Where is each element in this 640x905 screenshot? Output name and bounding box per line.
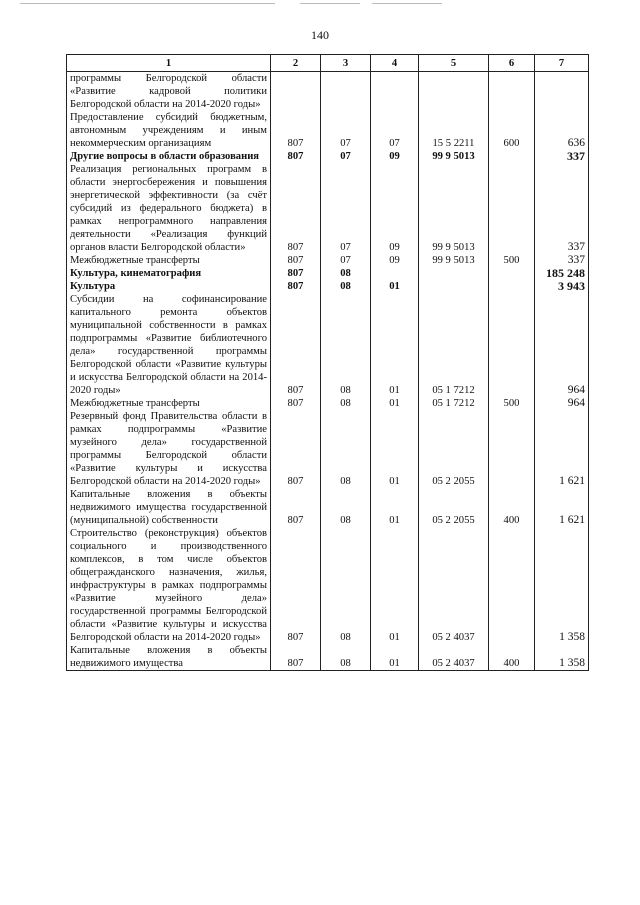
row-name-cell: программы Белгородской области «Развитие кадровой политики Белгородской области на 2014-2020 годы» (67, 72, 271, 112)
code-cell (489, 163, 535, 254)
code-cell (419, 280, 489, 293)
row-name-cell: Капитальные вложения в объекты недвижимого имущества (67, 644, 271, 671)
table-row (67, 644, 589, 671)
column-header: 4 (371, 55, 419, 72)
code-cell: 807 (271, 280, 321, 293)
amount-cell: 964 (535, 293, 589, 397)
amount-cell: 964 (535, 397, 589, 410)
code-cell: 07 (321, 254, 371, 267)
code-cell: 99 9 5013 (419, 254, 489, 267)
page-number: 140 (311, 28, 329, 42)
code-cell: 05 2 4037 (419, 644, 489, 671)
code-cell: 15 5 2211 (419, 111, 489, 150)
table-row (67, 72, 589, 112)
code-cell (489, 527, 535, 644)
scan-edge-line (300, 3, 360, 4)
amount-cell: 1 358 (535, 527, 589, 644)
code-cell (489, 293, 535, 397)
row-name-cell: Межбюджетные трансферты (67, 397, 271, 410)
code-cell (489, 267, 535, 280)
code-cell (371, 72, 419, 112)
row-name-cell: Другие вопросы в области образования (67, 150, 271, 163)
amount-cell: 1 358 (535, 644, 589, 671)
code-cell: 09 (371, 163, 419, 254)
code-cell (489, 72, 535, 112)
table-row (67, 267, 589, 280)
table-row (67, 397, 589, 410)
table-row (67, 254, 589, 267)
code-cell (419, 267, 489, 280)
code-cell (489, 280, 535, 293)
code-cell: 01 (371, 410, 419, 488)
budget-table (66, 54, 589, 671)
table-row (67, 280, 589, 293)
code-cell: 807 (271, 267, 321, 280)
amount-cell: 185 248 (535, 267, 589, 280)
code-cell: 07 (321, 111, 371, 150)
code-cell: 807 (271, 254, 321, 267)
code-cell: 01 (371, 488, 419, 527)
code-cell: 08 (321, 644, 371, 671)
amount-cell: 636 (535, 111, 589, 150)
code-cell: 01 (371, 397, 419, 410)
code-cell: 807 (271, 111, 321, 150)
code-cell: 600 (489, 111, 535, 150)
column-header: 6 (489, 55, 535, 72)
amount-cell: 1 621 (535, 488, 589, 527)
code-cell: 807 (271, 397, 321, 410)
code-cell (419, 72, 489, 112)
code-cell: 807 (271, 163, 321, 254)
column-header: 5 (419, 55, 489, 72)
code-cell (489, 410, 535, 488)
row-name-cell: Межбюджетные трансферты (67, 254, 271, 267)
code-cell: 07 (321, 163, 371, 254)
scan-edge-line (372, 3, 442, 4)
code-cell: 09 (371, 150, 419, 163)
code-cell: 99 9 5013 (419, 150, 489, 163)
table-row (67, 488, 589, 527)
code-cell (321, 72, 371, 112)
amount-cell: 1 621 (535, 410, 589, 488)
code-cell: 07 (321, 150, 371, 163)
amount-cell: 337 (535, 163, 589, 254)
row-name-cell: Культура (67, 280, 271, 293)
code-cell: 500 (489, 254, 535, 267)
code-cell: 05 2 2055 (419, 488, 489, 527)
code-cell: 08 (321, 397, 371, 410)
code-cell: 08 (321, 293, 371, 397)
code-cell: 807 (271, 488, 321, 527)
code-cell: 01 (371, 644, 419, 671)
code-cell: 99 9 5013 (419, 163, 489, 254)
code-cell: 807 (271, 644, 321, 671)
code-cell: 08 (321, 410, 371, 488)
table-row (67, 163, 589, 254)
code-cell: 01 (371, 527, 419, 644)
code-cell: 500 (489, 397, 535, 410)
code-cell: 05 1 7212 (419, 397, 489, 410)
row-name-cell: Культура, кинематография (67, 267, 271, 280)
code-cell: 01 (371, 293, 419, 397)
code-cell: 05 2 2055 (419, 410, 489, 488)
code-cell: 807 (271, 150, 321, 163)
row-name-cell: Строительство (реконструкция) объектов социального и производственного комплексов, в том числе объектов общегражданского назначения, жилья, инфраструктуры в рамках подпрограммы «Развитие музейного дела» государственной программы Белгородской области «Развитие культуры и искусства Белгородской области на 2014-2020 годы» (67, 527, 271, 644)
table-row (67, 410, 589, 488)
amount-cell: 337 (535, 254, 589, 267)
column-header: 1 (67, 55, 271, 72)
column-header: 7 (535, 55, 589, 72)
code-cell: 807 (271, 293, 321, 397)
code-cell: 09 (371, 254, 419, 267)
code-cell: 01 (371, 280, 419, 293)
table-row (67, 293, 589, 397)
scan-edge-line (20, 3, 275, 4)
column-header: 2 (271, 55, 321, 72)
code-cell: 807 (271, 410, 321, 488)
code-cell: 08 (321, 488, 371, 527)
code-cell (271, 72, 321, 112)
code-cell: 05 1 7212 (419, 293, 489, 397)
amount-cell: 3 943 (535, 280, 589, 293)
code-cell: 400 (489, 488, 535, 527)
code-cell (489, 150, 535, 163)
column-header: 3 (321, 55, 371, 72)
code-cell: 08 (321, 527, 371, 644)
table-row (67, 527, 589, 644)
code-cell: 400 (489, 644, 535, 671)
table-header-row (67, 55, 589, 72)
code-cell (371, 267, 419, 280)
code-cell: 807 (271, 527, 321, 644)
row-name-cell: Реализация региональных программ в области энергосбережения и повышения энергетической эффективности (за счёт субсидий из федерального бюджета) в рамках непрограммного направления деятельности «Реализация функций органов власти Белгородской области» (67, 163, 271, 254)
amount-cell: 337 (535, 150, 589, 163)
table-row (67, 150, 589, 163)
code-cell: 08 (321, 280, 371, 293)
row-name-cell: Субсидии на софинансирование капитального ремонта объектов муниципальной собственности в рамках подпрограммы «Развитие библиотечного дела» государственной программы Белгородской области «Развитие культуры и искусства Белгородской области на 2014-2020 годы» (67, 293, 271, 397)
row-name-cell: Предоставление субсидий бюджетным, автономным учреждениям и иным некоммерческим организациям (67, 111, 271, 150)
row-name-cell: Резервный фонд Правительства области в рамках подпрограммы «Развитие музейного дела» государственной программы Белгородской области «Развитие культуры и искусства Белгородской области на 2014-2020 годы» (67, 410, 271, 488)
table-row (67, 111, 589, 150)
code-cell: 08 (321, 267, 371, 280)
code-cell: 07 (371, 111, 419, 150)
amount-cell (535, 72, 589, 112)
code-cell: 05 2 4037 (419, 527, 489, 644)
row-name-cell: Капитальные вложения в объекты недвижимого имущества государственной (муниципальной) собственности (67, 488, 271, 527)
